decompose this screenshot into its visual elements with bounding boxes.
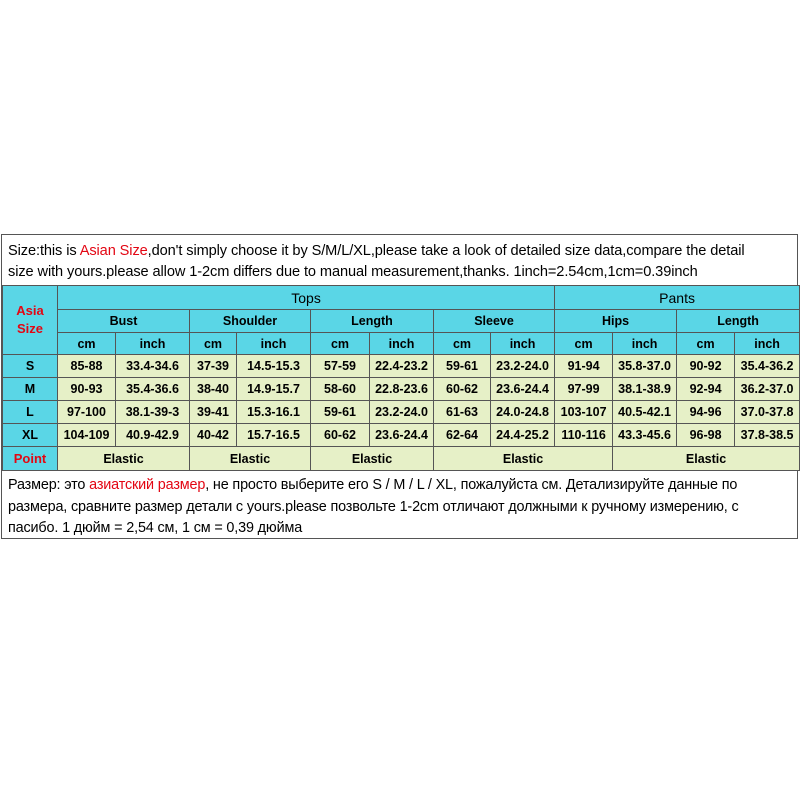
unit-header: cm — [677, 333, 735, 355]
size-chart — [1, 234, 798, 539]
table-row-l — [3, 401, 800, 424]
tops-header: Tops — [58, 286, 555, 310]
russian-line-3: пасибо. 1 дюйм = 2,54 см, 1 см = 0,39 дюйма — [8, 520, 303, 536]
sleeve-header: Sleeve — [434, 310, 555, 333]
size-label: S — [3, 355, 58, 378]
russian-line-1: Размер: это азиатский размер, не просто выберите его S / M / L / XL, пожалуйста см. Детализируйте данные по — [8, 477, 738, 493]
point-value: Elastic — [311, 447, 434, 471]
table-cell: 23.2-24.0 — [370, 401, 434, 424]
intro-line-1: Size:this is Asian Size,don't simply choose it by S/M/L/XL,please take a look of detailed size data,compare the detail — [8, 243, 745, 259]
size-table — [2, 285, 800, 471]
unit-header: inch — [735, 333, 800, 355]
table-cell: 37.8-38.5 — [735, 424, 800, 447]
table-cell: 85-88 — [58, 355, 116, 378]
table-cell: 40-42 — [190, 424, 237, 447]
tops-length-header: Length — [311, 310, 434, 333]
table-cell: 40.9-42.9 — [116, 424, 190, 447]
point-row — [3, 447, 800, 471]
table-cell: 62-64 — [434, 424, 491, 447]
table-cell: 33.4-34.6 — [116, 355, 190, 378]
point-value: Elastic — [190, 447, 311, 471]
table-cell: 59-61 — [434, 355, 491, 378]
unit-header: cm — [58, 333, 116, 355]
header-row-category — [3, 286, 800, 310]
header-row-units — [3, 333, 800, 355]
asian-size-highlight: Asian Size — [79, 243, 148, 259]
table-cell: 58-60 — [311, 378, 370, 401]
table-cell: 24.4-25.2 — [491, 424, 555, 447]
point-value: Elastic — [613, 447, 800, 471]
table-cell: 43.3-45.6 — [613, 424, 677, 447]
size-label: XL — [3, 424, 58, 447]
table-cell: 15.3-16.1 — [237, 401, 311, 424]
table-cell: 91-94 — [555, 355, 613, 378]
table-cell: 96-98 — [677, 424, 735, 447]
unit-header: inch — [116, 333, 190, 355]
header-row-measure — [3, 310, 800, 333]
table-cell: 39-41 — [190, 401, 237, 424]
table-cell: 15.7-16.5 — [237, 424, 311, 447]
table-cell: 90-92 — [677, 355, 735, 378]
unit-header: cm — [311, 333, 370, 355]
size-label: M — [3, 378, 58, 401]
table-cell: 35.4-36.2 — [735, 355, 800, 378]
table-row-s — [3, 355, 800, 378]
table-cell: 38.1-39-3 — [116, 401, 190, 424]
table-cell: 14.5-15.3 — [237, 355, 311, 378]
unit-header: cm — [434, 333, 491, 355]
unit-header: inch — [491, 333, 555, 355]
table-cell: 103-107 — [555, 401, 613, 424]
table-cell: 60-62 — [311, 424, 370, 447]
table-cell: 57-59 — [311, 355, 370, 378]
point-label: Point — [3, 447, 58, 471]
russian-note — [2, 471, 797, 540]
table-cell: 14.9-15.7 — [237, 378, 311, 401]
table-cell: 40.5-42.1 — [613, 401, 677, 424]
intro-line-2: size with yours.please allow 1-2cm differs due to manual measurement,thanks. 1inch=2.54cm,1cm=0.39inch — [8, 264, 698, 280]
table-cell: 61-63 — [434, 401, 491, 424]
russian-line-2: размера, сравните размер детали с yours.please позвольте 1-2cm отличают должными к ручному измерению, с — [8, 498, 739, 515]
asian-size-highlight-ru: азиатский размер — [89, 477, 206, 493]
table-cell: 23.2-24.0 — [491, 355, 555, 378]
point-value: Elastic — [434, 447, 613, 471]
unit-header: inch — [613, 333, 677, 355]
table-cell: 38.1-38.9 — [613, 378, 677, 401]
table-cell: 35.8-37.0 — [613, 355, 677, 378]
table-cell: 22.4-23.2 — [370, 355, 434, 378]
table-cell: 97-99 — [555, 378, 613, 401]
asia-size-label: Asia Size — [3, 286, 58, 355]
hips-header: Hips — [555, 310, 677, 333]
table-cell: 59-61 — [311, 401, 370, 424]
table-cell: 104-109 — [58, 424, 116, 447]
intro-text — [2, 235, 797, 285]
table-row-xl — [3, 424, 800, 447]
unit-header: inch — [237, 333, 311, 355]
unit-header: cm — [555, 333, 613, 355]
table-row-m — [3, 378, 800, 401]
pants-length-header: Length — [677, 310, 800, 333]
table-cell: 60-62 — [434, 378, 491, 401]
point-value: Elastic — [58, 447, 190, 471]
bust-header: Bust — [58, 310, 190, 333]
table-cell: 92-94 — [677, 378, 735, 401]
table-cell: 90-93 — [58, 378, 116, 401]
table-cell: 35.4-36.6 — [116, 378, 190, 401]
table-cell: 23.6-24.4 — [370, 424, 434, 447]
table-cell: 110-116 — [555, 424, 613, 447]
table-cell: 94-96 — [677, 401, 735, 424]
table-cell: 37-39 — [190, 355, 237, 378]
table-cell: 37.0-37.8 — [735, 401, 800, 424]
table-cell: 22.8-23.6 — [370, 378, 434, 401]
pants-header: Pants — [555, 286, 800, 310]
table-cell: 38-40 — [190, 378, 237, 401]
table-cell: 24.0-24.8 — [491, 401, 555, 424]
unit-header: cm — [190, 333, 237, 355]
table-cell: 36.2-37.0 — [735, 378, 800, 401]
shoulder-header: Shoulder — [190, 310, 311, 333]
unit-header: inch — [370, 333, 434, 355]
table-cell: 23.6-24.4 — [491, 378, 555, 401]
size-label: L — [3, 401, 58, 424]
table-cell: 97-100 — [58, 401, 116, 424]
